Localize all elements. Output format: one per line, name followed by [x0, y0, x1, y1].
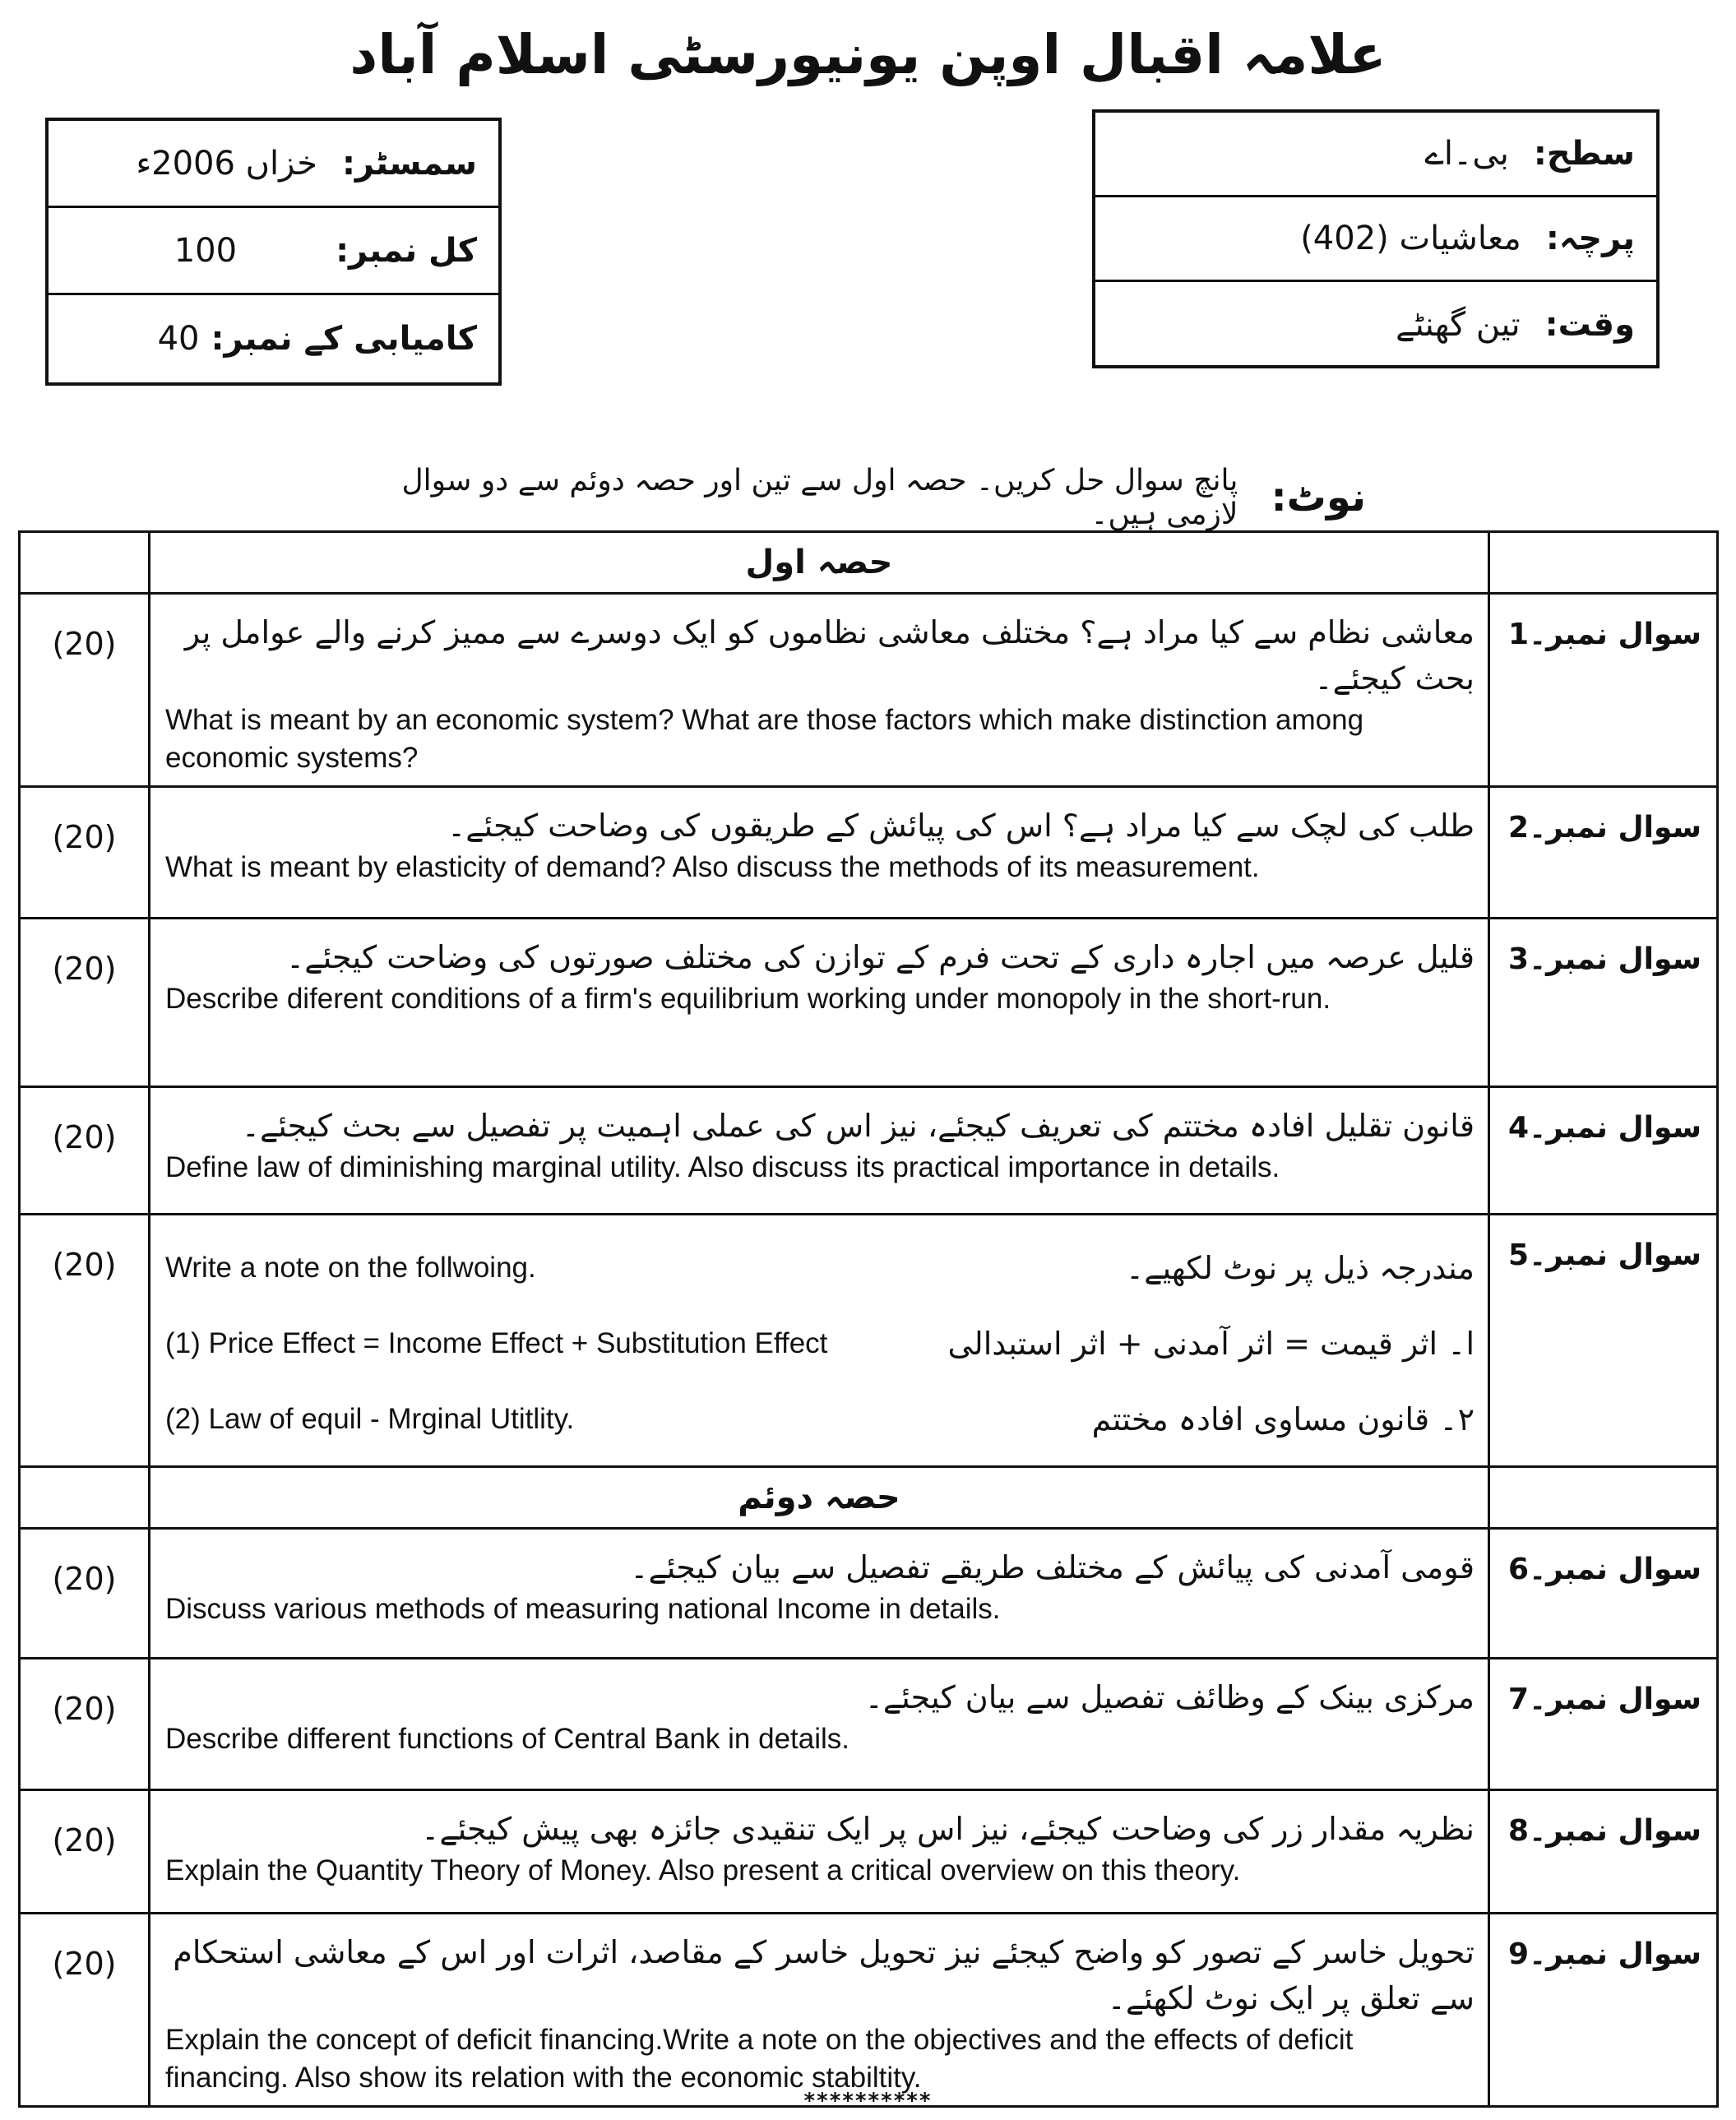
- marks-cell: (20): [20, 1529, 150, 1659]
- question-number: سوال نمبر۔9: [1489, 1914, 1718, 2107]
- question-row: [20, 1790, 1718, 1914]
- sub-item-urdu: ۲۔ قانون مساوی افادہ مختتم: [1091, 1401, 1474, 1437]
- marks-cell: (20): [20, 594, 150, 787]
- pass-marks-value: 40: [157, 320, 200, 358]
- section-title-part2: حصہ دوئم: [738, 1479, 900, 1516]
- marks-cell: (20): [20, 919, 150, 1087]
- question-number: سوال نمبر۔7: [1489, 1659, 1718, 1790]
- instructions-note: [329, 464, 1366, 531]
- semester-value: خزاں 2006ء: [136, 144, 317, 183]
- question-row: [20, 787, 1718, 919]
- sub-item-english: (2) Law of equil - Mrginal Utitlity.: [165, 1403, 575, 1435]
- total-marks-value: 100: [174, 231, 238, 270]
- question-english: Define law of diminishing marginal utility. Also discuss its practical importance in details.: [165, 1151, 1280, 1183]
- question-row: [20, 1087, 1718, 1215]
- question-english: Discuss various methods of measuring national Income in details.: [165, 1593, 1001, 1625]
- question-number: سوال نمبر۔4: [1489, 1087, 1718, 1215]
- question-urdu: قانون تقلیل افادہ مختتم کی تعریف کیجئے، نیز اس کی عملی اہمیت پر تفصیل سے بحث کیجئے۔: [241, 1108, 1474, 1144]
- question-number: سوال نمبر۔2: [1489, 787, 1718, 919]
- question-row: [20, 1529, 1718, 1659]
- question-row: [20, 1659, 1718, 1790]
- question-english: Describe different functions of Central Bank in details.: [165, 1723, 850, 1755]
- question-number: سوال نمبر۔3: [1489, 919, 1718, 1087]
- question-english: Write a note on the follwoing.: [165, 1252, 536, 1284]
- level-label: سطح:: [1533, 135, 1635, 173]
- marks-cell: (20): [20, 787, 150, 919]
- end-stars: **********: [803, 2089, 933, 2113]
- question-urdu: تحویل خاسر کے تصور کو واضح کیجئے نیز تحویل خاسر کے مقاصد، اثرات اور اس کے معاشی استحکام سے تعلق پر ایک نوٹ لکھئے۔: [173, 1934, 1474, 2016]
- paper-value: معاشیات (402): [1300, 220, 1521, 257]
- pass-marks-label: کامیابی کے نمبر:: [211, 320, 477, 358]
- time-row: [1095, 282, 1656, 367]
- semester-row: [49, 121, 498, 208]
- level-row: [1095, 113, 1656, 197]
- question-urdu: قلیل عرصہ میں اجارہ داری کے تحت فرم کے توازن کی مختلف صورتوں کی وضاحت کیجئے۔: [286, 939, 1474, 975]
- question-english: Explain the concept of deficit financing.Write a note on the objectives and the effects of deficit financing. Also show its relation with the economic stabiltity.: [165, 2024, 1354, 2094]
- university-title: علامہ اقبال اوپن یونیورسٹی اسلام آباد: [350, 23, 1386, 86]
- total-marks-label: کل نمبر:: [336, 231, 477, 270]
- sub-item-urdu: ا۔ اثر قیمت = اثر آمدنی + اثر استبدالی: [947, 1326, 1474, 1362]
- section-header-row: [20, 532, 1718, 594]
- total-marks-row: [49, 208, 498, 295]
- level-value: بی۔اے: [1424, 135, 1509, 173]
- question-urdu: مرکزی بینک کے وظائف تفصیل سے بیان کیجئے۔: [864, 1679, 1474, 1715]
- paper-row: [1095, 197, 1656, 282]
- marks-cell: (20): [20, 1215, 150, 1467]
- question-urdu: قومی آمدنی کی پیائش کے مختلف طریقے تفصیل سے بیان کیجئے۔: [630, 1549, 1474, 1585]
- question-row: [20, 919, 1718, 1087]
- question-row: [20, 1914, 1718, 2107]
- pass-marks-row: [49, 295, 498, 382]
- question-english: What is meant by an economic system? What are those factors which make distinction among economic systems?: [165, 704, 1364, 774]
- semester-label: سمسٹر:: [341, 144, 477, 183]
- question-english: What is meant by elasticity of demand? Also discuss the methods of its measurement.: [165, 851, 1260, 883]
- section-title-part1: حصہ اول: [745, 544, 893, 581]
- semester-info-box: [45, 118, 502, 386]
- note-text: پانچ سوال حل کریں۔ حصہ اول سے تین اور حصہ دوئم سے دو سوال لازمی ہیں۔: [401, 464, 1238, 531]
- questions-table: [18, 530, 1719, 2108]
- question-english: Explain the Quantity Theory of Money. Also present a critical overview on this theory.: [165, 1854, 1241, 1886]
- question-number: سوال نمبر۔1: [1489, 594, 1718, 787]
- marks-cell: (20): [20, 1914, 150, 2107]
- question-english: Describe diferent conditions of a firm's equilibrium working under monopoly in the short-run.: [165, 983, 1331, 1015]
- question-urdu: نظریہ مقدار زر کی وضاحت کیجئے، نیز اس پر ایک تنقیدی جائزہ بھی پیش کیجئے۔: [421, 1811, 1474, 1847]
- marks-cell: (20): [20, 1790, 150, 1914]
- question-row: [20, 1215, 1718, 1467]
- question-number: سوال نمبر۔6: [1489, 1529, 1718, 1659]
- time-label: وقت:: [1544, 305, 1635, 344]
- question-urdu: معاشی نظام سے کیا مراد ہے؟ مختلف معاشی نظاموں کو ایک دوسرے سے ممیز کرنے والے عوامل پر بحث کیجئے۔: [184, 614, 1474, 697]
- course-info-box: [1092, 109, 1660, 368]
- time-value: تین گھنٹے: [1396, 305, 1521, 344]
- question-urdu: طلب کی لچک سے کیا مراد ہے؟ اس کی پیائش کے طریقوں کی وضاحت کیجئے۔: [447, 808, 1474, 844]
- question-number: سوال نمبر۔5: [1489, 1215, 1718, 1467]
- question-number: سوال نمبر۔8: [1489, 1790, 1718, 1914]
- question-urdu: مندرجہ ذیل پر نوٹ لکھیے۔: [1125, 1250, 1474, 1286]
- marks-cell: (20): [20, 1659, 150, 1790]
- paper-label: پرچہ:: [1545, 220, 1635, 257]
- question-row: [20, 594, 1718, 787]
- marks-cell: (20): [20, 1087, 150, 1215]
- section-header-row: [20, 1467, 1718, 1529]
- note-label: نوٹ:: [1271, 474, 1366, 521]
- sub-item-english: (1) Price Effect = Income Effect + Substitution Effect: [165, 1327, 828, 1359]
